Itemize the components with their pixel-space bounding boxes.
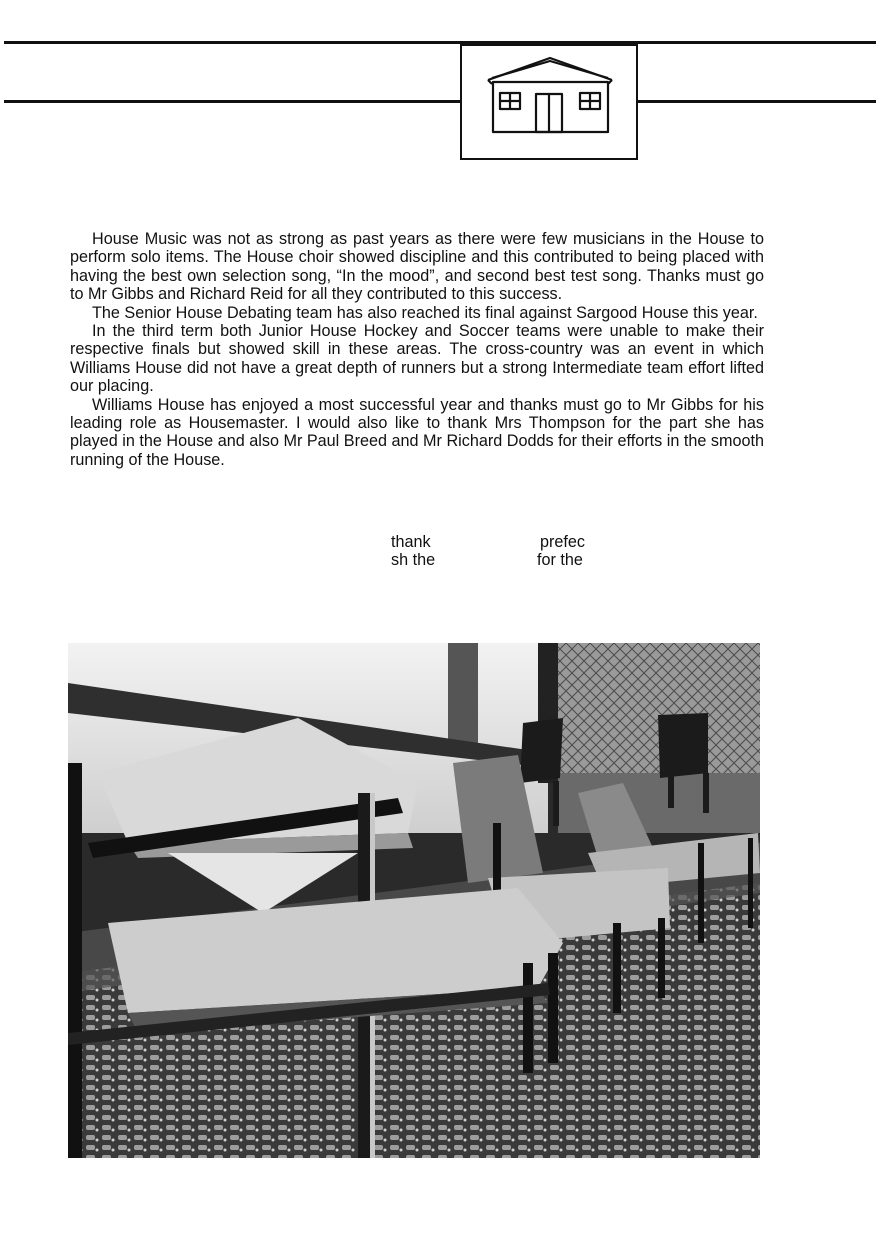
house-icon <box>462 46 640 162</box>
paragraph-thanks: Williams House has enjoyed a most successful year and thanks must go to Mr Gibbs for his leading role as Housemaster. I would also like to thank Mrs Thompson for the part she has played in the House and also Mr Paul Breed and Mr Richard Dodds for their efforts in the smooth running of the House. <box>70 395 764 469</box>
header-rule-right <box>638 100 876 103</box>
paragraph-house-music: House Music was not as strong as past years as there were few musicians in the House to perform solo items. The House choir showed discipline and this contributed to being placed with having the best own selection song, “In the mood”, and second best test song. Thanks must go to Mr Gibbs and Richard Reid for all they contributed to this success. <box>70 230 764 304</box>
header-rule-top <box>4 41 876 44</box>
header-rule-left <box>4 100 460 103</box>
house-logo-box <box>460 44 638 160</box>
fragment-left-2: sh the <box>391 551 436 569</box>
article-body <box>70 230 764 469</box>
paragraph-sports: In the third term both Junior House Hockey and Soccer teams were unable to make their respective finals but showed skill in these areas. The cross-country was an event in which Williams House did not have a great depth of runners but a strong Intermediate team effort lifted our placing. <box>70 322 764 396</box>
chairs-photo <box>68 643 760 1158</box>
fragment-left-1: thank <box>391 533 431 551</box>
paragraph-debating: The Senior House Debating team has also reached its final against Sargood House this year. <box>92 303 758 322</box>
fragment-right-2: for the <box>537 551 583 569</box>
fragment-right-1: prefec <box>540 533 585 551</box>
